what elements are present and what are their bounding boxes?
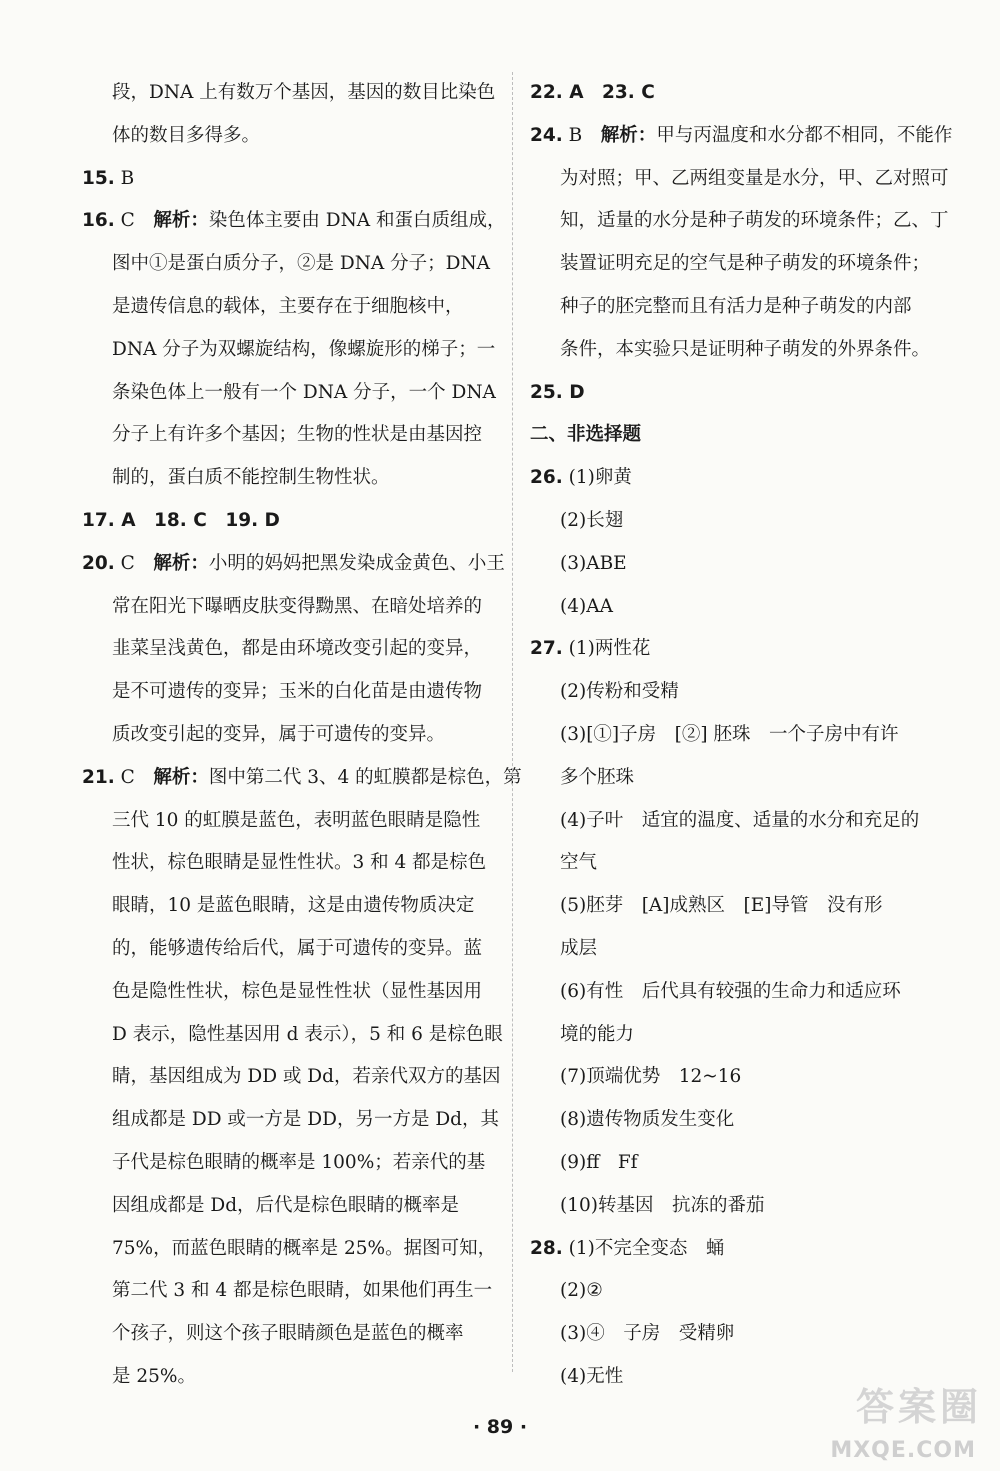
section-title: 二、非选择题	[530, 424, 642, 446]
text-line: 色是隐性性状，棕色是显性性状（显性基因用	[112, 980, 483, 1002]
text-line: 个孩子，则这个孩子眼睛颜色是蓝色的概率	[112, 1323, 464, 1345]
sub-answer: 境的能力	[560, 1023, 635, 1045]
question-number: 15.	[82, 167, 115, 189]
answer-line: 17. A 18. C 19. D	[82, 509, 280, 531]
text-line: 装置证明充足的空气是种子萌发的环境条件；	[560, 253, 931, 275]
left-column	[82, 72, 522, 1399]
sub-answer: (2)②	[560, 1280, 603, 1302]
answer-choice: C	[120, 552, 135, 574]
watermark-url: MXQE.COM	[830, 1438, 976, 1463]
answer-choice: C	[120, 766, 135, 788]
sub-answer: 空气	[560, 852, 598, 874]
text-line: 的，能够遗传给后代，属于可遗传的变异。蓝	[112, 937, 483, 959]
sub-answer: (2)长翅	[560, 509, 624, 531]
text-line: 段，DNA 上有数万个基因，基因的数目比染色	[112, 82, 496, 103]
sub-answer: (4)AA	[560, 595, 613, 617]
text-line: 75%，而蓝色眼睛的概率是 25%。据图可知，	[112, 1237, 497, 1259]
text-line: 是 25%。	[112, 1365, 196, 1387]
sub-answer: (1)两性花	[568, 638, 651, 660]
answer-item-21	[82, 757, 522, 800]
explanation-label: 解析：	[153, 210, 209, 232]
right-column	[530, 72, 953, 1399]
answer-items-17-19	[82, 500, 494, 543]
question-number: 26.	[530, 467, 563, 489]
answer-item-24	[530, 115, 953, 158]
answer-item-25	[530, 372, 950, 415]
question-number: 27.	[530, 638, 563, 660]
text-line: 因组成都是 Dd，后代是棕色眼睛的概率是	[112, 1194, 460, 1216]
sub-answer: (3)ABE	[560, 552, 627, 574]
text-line: 染色体主要由 DNA 和蛋白质组成，	[208, 210, 506, 232]
text-line: 制的，蛋白质不能控制生物性状。	[112, 467, 390, 489]
answer-line: 22. A 23. C	[530, 82, 655, 103]
answer-item-20	[82, 543, 505, 586]
answer-item-16	[82, 200, 506, 243]
sub-answer: 多个胚珠	[560, 766, 635, 788]
answer-choice: C	[120, 210, 135, 232]
answer-item-15	[82, 158, 494, 201]
text-line: 质改变引起的变异，属于可遗传的变异。	[112, 723, 446, 745]
text-line: 组成都是 DD 或一方是 DD，另一方是 Dd，其	[112, 1109, 500, 1131]
question-number: 21.	[82, 766, 115, 788]
sub-answer: (7)顶端优势 12~16	[560, 1066, 742, 1088]
sub-answer: (3)[①]子房 [②] 胚珠 一个子房中有许	[560, 723, 899, 745]
text-line: 三代 10 的虹膜是蓝色，表明蓝色眼睛是隐性	[112, 809, 481, 831]
text-line: 图中第二代 3、4 的虹膜都是棕色，第	[208, 766, 522, 788]
sub-answer: (10)转基因 抗冻的番茄	[560, 1194, 765, 1216]
sub-answer: (4)子叶 适宜的温度、适量的水分和充足的	[560, 809, 920, 831]
text-line: DNA 分子为双螺旋结构，像螺旋形的梯子；一	[112, 338, 496, 360]
answer-item-26	[530, 457, 950, 500]
text-line: 是遗传信息的载体，主要存在于细胞核中，	[112, 295, 464, 317]
sub-answer: (2)传粉和受精	[560, 681, 679, 703]
question-number: 28.	[530, 1237, 563, 1259]
explanation-label: 解析：	[153, 552, 209, 574]
text-line: 为对照；甲、乙两组变量是水分，甲、乙对照可	[560, 167, 949, 189]
text-line: 睛，基因组成为 DD 或 Dd，若亲代双方的基因	[112, 1066, 501, 1088]
text-line: D 表示，隐性基因用 d 表示），5 和 6 是棕色眼	[112, 1023, 503, 1045]
text-line: 种子的胚完整而且有活力是种子萌发的内部	[560, 295, 912, 317]
section-heading	[530, 414, 950, 457]
sub-answer: (8)遗传物质发生变化	[560, 1109, 735, 1131]
text-line: 体的数目多得多。	[112, 124, 261, 146]
answer-choice: B	[120, 167, 135, 189]
sub-answer: (6)有性 后代具有较强的生命力和适应环	[560, 980, 901, 1002]
answer-item-27	[530, 628, 950, 671]
explanation-label: 解析：	[600, 124, 657, 146]
answer-choice: B	[568, 124, 583, 146]
question-number: 24.	[530, 124, 563, 146]
text-line: 图中①是蛋白质分子，②是 DNA 分子；DNA	[112, 253, 491, 275]
sub-answer: (1)不完全变态 蛹	[568, 1237, 725, 1259]
question-number: 20.	[82, 552, 115, 574]
question-number: 16.	[82, 210, 115, 232]
answer-item-28	[530, 1228, 950, 1271]
text-line: 小明的妈妈把黑发染成金黄色、小王	[208, 552, 505, 574]
sub-answer: (9)ff Ff	[560, 1151, 638, 1173]
text-line: 甲与丙温度和水分都不相同，不能作	[656, 124, 953, 146]
column-divider	[512, 72, 513, 1372]
watermark-logo: 答案圈	[855, 1385, 982, 1429]
sub-answer: (4)无性	[560, 1365, 624, 1387]
text-line: 性状，棕色眼睛是显性性状。3 和 4 都是棕色	[112, 852, 487, 874]
text-line: 条染色体上一般有一个 DNA 分子，一个 DNA	[112, 381, 496, 403]
sub-answer: (3)④ 子房 受精卵	[560, 1323, 735, 1345]
sub-answer: 成层	[560, 937, 598, 959]
answer-items-22-23	[530, 72, 950, 115]
answer-line: 25. D	[530, 381, 585, 403]
text-line: 分子上有许多个基因；生物的性状是由基因控	[112, 424, 483, 446]
explanation-label: 解析：	[153, 766, 209, 788]
text-line: 常在阳光下曝晒皮肤变得黝黑、在暗处培养的	[112, 595, 483, 617]
text-line: 第二代 3 和 4 都是棕色眼睛，如果他们再生一	[112, 1280, 493, 1302]
text-line: 眼睛，10 是蓝色眼睛，这是由遗传物质决定	[112, 895, 475, 917]
text-line: 知，适量的水分是种子萌发的环境条件；乙、丁	[560, 210, 949, 232]
text-line: 子代是棕色眼睛的概率是 100%；若亲代的基	[112, 1151, 486, 1173]
text-line: 条件，本实验只是证明种子萌发的外界条件。	[560, 338, 931, 360]
text-line: 是不可遗传的变异；玉米的白化苗是由遗传物	[112, 681, 483, 703]
page-number: · 89 ·	[472, 1416, 528, 1438]
sub-answer: (5)胚芽 [A]成熟区 [E]导管 没有形	[560, 895, 883, 917]
text-line: 韭菜呈浅黄色，都是由环境改变引起的变异，	[112, 638, 483, 660]
sub-answer: (1)卵黄	[568, 467, 632, 489]
